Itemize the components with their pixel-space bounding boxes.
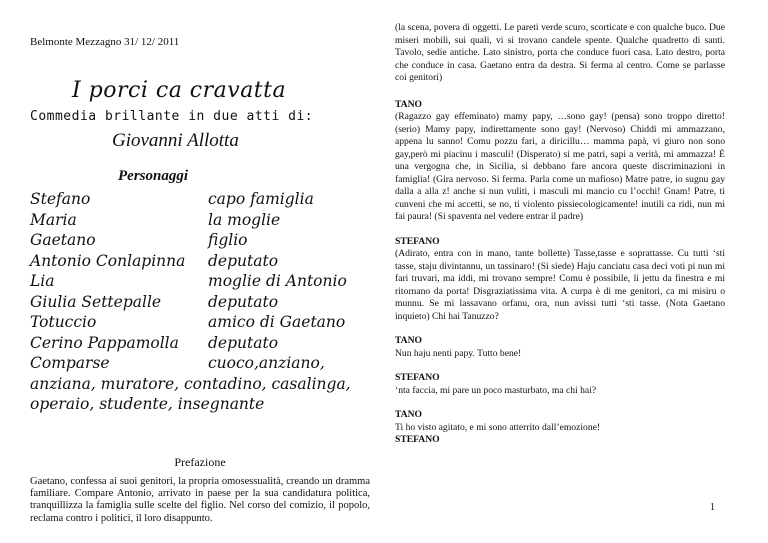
cast-role: deputato [208,292,279,311]
dialogue-text: Nun haju nenti papy. Tutto bene! [395,347,522,359]
cast-role: capo famiglia [208,190,314,208]
speaker-name: STEFANO [395,434,440,445]
cast-role: figlio [208,231,248,249]
cast-name: Antonio Conlapinna [30,251,186,270]
cast-name: Lia [30,272,55,290]
play-title: I porci ca cravatta [72,78,287,103]
cast-name: Giulia Settepalle [30,292,162,311]
cast-name: Maria [30,210,77,229]
cast-name: Gaetano [30,231,96,249]
cast-row [30,333,370,354]
cast-list [30,189,370,415]
cast-row [30,271,370,292]
author-name: Giovanni Allotta [112,130,239,151]
cast-role: amico di Gaetano [208,313,346,331]
dialogue-text: (Ragazzo gay effeminato) mamy papy, …sono gay! (pensa) sono troppo diretto! (serio) Mamy papy, indirettamente sono gay! (Nervoso) Chiddi mi ammazzano, appena lu sanno! Comu pozzu fari, a diricillu… mamma papà, vi giuro non sono gay,però mi piacinu i masculi! (Disperato) si me patri, sapi a verità, mi ammazza! È una vergogna che, in Sicilia, si debbano fare ancora queste discriminazioni in famiglia! (Gira nervoso. Si ferma. Parla come un mafioso) Matre patre, io sugnu gay dalla a alla z! anche si nun vuliti, i masculi mi mancio cu l’occhi! Gnam! Patre, ti cunveni che mi accetti, se no, ti violento pissiecologicamente! inutili ca ridi, nun mi fai paura! (Si spaventa nel vedere entrar il padre) [395,111,725,222]
cast-role: la moglie [208,210,281,229]
cast-name: Comparse [30,354,110,372]
dialogue-text: (Adirato, entra con in mano, tante bollette) Tasse,tasse e soprattasse. Cu tutti ‘sti tasse, staju divintannu, un tassinaro! (Si siede) Haju canciatu casa deci voti pi nun mi fari truvari, ma iddi, mi trovano sempre! Comu è possibile, li jettu da finestra e mi ritornano da porta! Disgraziatissima vita. A curpa è di me genitori, ca mi misiru o munnu. Se mi lassavano orfanu, ora, nun avissi tutti ‘sti tasse. (Nota Gaetano inquieto) Chi hai Tanuzzo? [395,248,725,322]
play-subtitle: Commedia brillante in due atti di: [30,109,314,124]
cast-row [30,353,370,374]
cast-name: Stefano [30,190,91,208]
cast-heading: Personaggi [118,168,189,184]
cast-row [30,230,370,251]
preface-heading: Prefazione [174,454,226,469]
dialogue-text: ‘nta faccia, mi pare un poco masturbato, ma chi hai? [395,384,597,396]
right-column [395,22,725,447]
cast-role: moglie di Antonio [208,272,347,290]
speaker-name: TANO [395,98,423,110]
left-column [30,24,370,525]
speaker-name: STEFANO [395,372,440,383]
cast-row [30,251,370,272]
cast-name: Cerino Pappamolla [30,333,179,352]
cast-role: cuoco,anziano, [208,354,325,372]
dialogue-text: Ti ho visto agitato, e mi sono atterrito dall’emozione! [395,421,601,433]
cast-row [30,312,370,333]
stage-direction: (la scena, povera di oggetti. Le pareti verde scuro, scorticate e con qualche buco. Due miseri mobili, sui quali, vi si trovano candele spente. Qualche quadretto di santi. Tavolo, sedie antiche. Lato sinistro, porta che conduce fuori casa. Lato destro, porta che conduce in casa. Gaetano entra da destra. Si ferma al centro. Come se parlasse coi genitori) [395,22,725,83]
cast-name: Totuccio [30,313,97,331]
cast-extra-line: anziana, muratore, contadino, casalinga, [30,374,351,393]
preface-text: Gaetano, confessa ai suoi genitori, la propria omosessualità, creando un dramma familiare. Compare Antonio, arrivato in paese per la sua candidatura politica, tranquillizza la famiglia sulle scelte del figlio. Nel corso del comizio, il popolo, reclama contro i politici, il loro disappunto. [30,475,370,524]
cast-row [30,189,370,210]
speaker-name: STEFANO [395,235,440,247]
speaker-name: TANO [395,335,423,346]
speaker-name: TANO [395,409,423,420]
page-number: 1 [710,502,715,513]
cast-role: deputato [208,333,279,352]
cast-row [30,210,370,231]
date-line: Belmonte Mezzagno 31/ 12/ 2011 [30,36,180,48]
cast-extra-line: operaio, studente, insegnante [30,395,265,413]
cast-role: deputato [208,251,279,270]
cast-row [30,292,370,313]
